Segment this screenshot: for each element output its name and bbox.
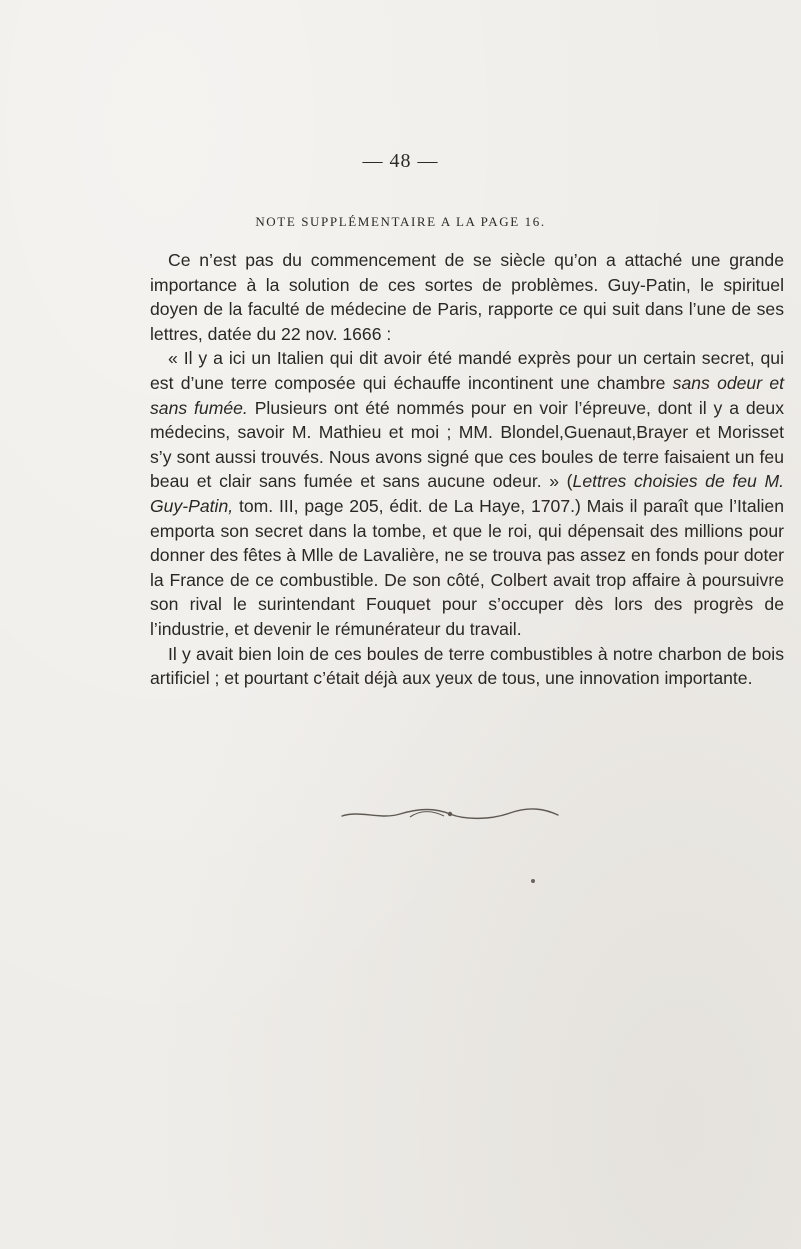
paragraph-2-citation-title: Lettres choisies de feu M. Guy-Patin, [150,471,784,516]
paragraph-2-italic-phrase: sans odeur et sans fumée. [150,372,784,418]
paragraph-2-segment-1: « Il y a ici un Italien qui dit avoir été mandé exprès pour un certain secret, qui est d’une terre composée qui échauffe incontinent une chambre [150,348,784,393]
note-title: NOTE SUPPLÉMENTAIRE A LA PAGE 16. [255,214,546,229]
paragraph-3-segment-1: Il y avait bien loin de ces boules de terre combustibles à notre charbon de bois artificiel ; et pourtant c’était déjà aux yeux de tous, une innovation importante. [150,643,784,689]
paragraph-1-segment-1: Ce n’est pas du commencement de se siècle qu’on a attaché une grande importance à la solution de ces sortes de problèmes. Guy-Patin, le spirituel doyen de la faculté de médecine de Paris, rapporte ce qui suit dans l’une de ses lettres, datée du 22 nov. 1666 : [150,250,784,344]
ornament-flourish [340,804,560,824]
ink-speck [531,879,535,883]
paragraph-2-segment-3: Plusieurs ont été nommés pour en voir l’épreuve, dont il y a deux médecins, savoir M. Mathieu et moi ; MM. Blondel,Guenaut,Brayer et Morisset s’y sont aussi trouvés. Nous avons signé que ces boules de terre faisaient un feu beau et clair sans fumée et sans aucune odeur. » ( [150,397,785,492]
paragraph-3 [150,642,784,691]
paragraph-2 [150,346,784,641]
paragraph-2-segment-5: tom. III, page 205, édit. de La Haye, 1707.) Mais il paraît que l’Italien emporta son secret dans la tombe, et que le roi, qui dépensait des millions pour donner des fêtes à Mlle de Lavalière, ne se trouva pas assez en fonds pour doter la France de ce combustible. De son côté, Colbert avait trop affaire à poursuivre son rival le surintendant Fouquet pour s’occuper dès lors des progrès de l’industrie, et devenir le rémunérateur du travail. [150,495,784,639]
paragraph-1 [150,248,784,346]
body-text [150,248,784,691]
page-number: — 48 — [362,150,439,172]
